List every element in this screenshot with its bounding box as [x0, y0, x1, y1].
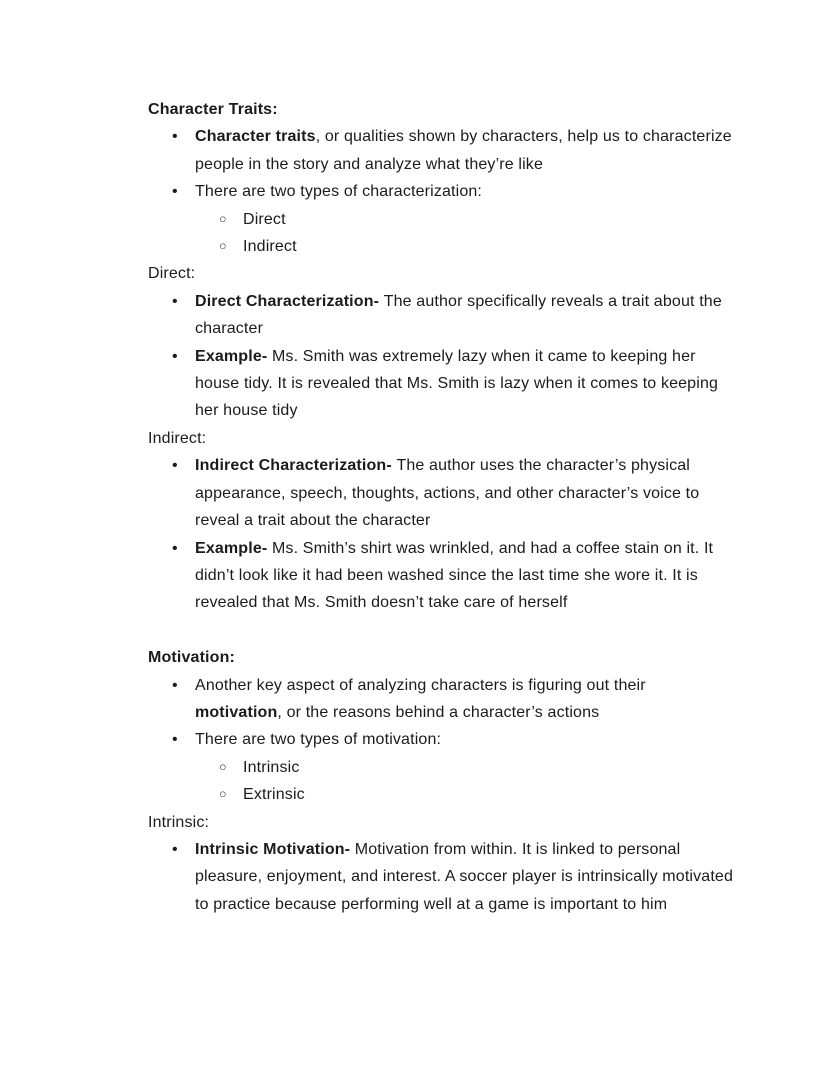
hollow-circle-bullet-icon: ○ [219, 787, 227, 802]
hollow-circle-bullet-icon: ○ [219, 211, 227, 226]
text-run: Another key aspect of analyzing characters is figuring out their motivation, or the reasons behind a character’s actions [195, 676, 646, 721]
text-run: Indirect Characterization- The author uses the character’s physical appearance, speech, thoughts, actions, and other character’s voice to reveal a trait about the character [195, 457, 700, 530]
filled-bullet-icon: • [172, 676, 178, 694]
bullet-list-item [148, 123, 734, 178]
blank-line [148, 617, 734, 644]
section-heading [148, 96, 734, 123]
hollow-circle-bullet-icon: ○ [219, 239, 227, 254]
bullet-list-item [148, 672, 734, 727]
text-run: Direct [243, 210, 286, 228]
text-run: Example- Ms. Smith’s shirt was wrinkled, and had a coffee stain on it. It didn’t look like it had been washed since the last time she wore it. It is revealed that Ms. Smith doesn’t take care of herself [195, 539, 714, 612]
text-run: Intrinsic Motivation- Motivation from within. It is linked to personal pleasure, enjoyment, and interest. A soccer player is intrinsically motivated to practice because performing well at a game is important to him [195, 840, 734, 913]
text-run: Motivation: [148, 649, 235, 667]
hollow-circle-bullet-icon: ○ [219, 759, 227, 774]
filled-bullet-icon: • [172, 457, 178, 475]
sub-bullet-list-item [148, 233, 734, 260]
bullet-list-item [148, 288, 734, 343]
text-run: Intrinsic [243, 758, 300, 776]
bullet-list-item [148, 178, 734, 205]
text-run: Indirect: [148, 429, 207, 447]
text-run: Direct Characterization- The author specifically reveals a trait about the character [195, 292, 722, 338]
filled-bullet-icon: • [172, 539, 178, 557]
filled-bullet-icon: • [172, 292, 178, 310]
text-run: Indirect [243, 238, 297, 256]
bullet-list-item [148, 343, 734, 425]
text-run: Character Traits: [148, 101, 278, 118]
text-run: There are two types of characterization: [195, 183, 483, 201]
bullet-list-item [148, 452, 734, 534]
bullet-list-item [148, 836, 734, 918]
bullet-list-item [148, 535, 734, 617]
text-run: Direct: [148, 265, 196, 283]
filled-bullet-icon: • [172, 731, 178, 749]
text-run: There are two types of motivation: [195, 731, 442, 749]
sub-bullet-list-item [148, 206, 734, 233]
bullet-list-item [148, 726, 734, 753]
text-run: Intrinsic: [148, 813, 210, 831]
section-heading [148, 809, 734, 836]
sub-bullet-list-item [148, 781, 734, 808]
text-run: Example- Ms. Smith was extremely lazy when it came to keeping her house tidy. It is revealed that Ms. Smith is lazy when it comes to keeping her house tidy [195, 347, 719, 420]
filled-bullet-icon: • [172, 840, 178, 858]
text-run: Extrinsic [243, 786, 305, 804]
section-heading [148, 260, 734, 287]
filled-bullet-icon: • [172, 183, 178, 201]
filled-bullet-icon: • [172, 128, 178, 146]
filled-bullet-icon: • [172, 347, 178, 365]
document-content [148, 96, 734, 918]
section-heading [148, 425, 734, 452]
section-heading [148, 644, 734, 671]
sub-bullet-list-item [148, 754, 734, 781]
text-run: Character traits, or qualities shown by characters, help us to characterize people in the story and analyze what they’re like [195, 128, 732, 173]
